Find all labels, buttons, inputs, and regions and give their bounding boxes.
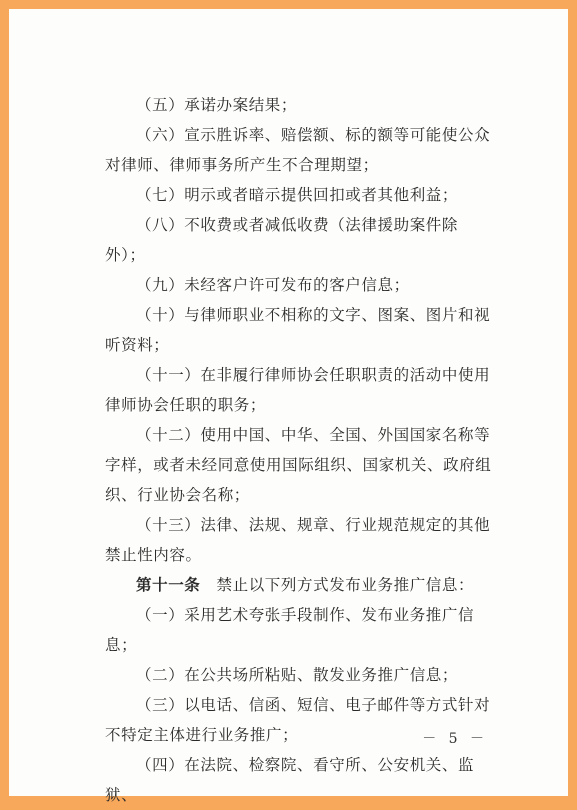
clause-7: （七）明示或者暗示提供回扣或者其他利益； [136, 186, 459, 204]
article-text: 禁止以下列方式发布业务推广信息： [200, 576, 475, 594]
clause-10: （十）与律师职业不相称的文字、图案、图片和视听资料； [105, 306, 491, 354]
document-page [9, 9, 568, 804]
item-4: （四）在法院、检察院、看守所、公安机关、监狱、 [105, 756, 475, 804]
clause-6: （六）宣示胜诉率、赔偿额、标的额等可能使公众对律师、律师事务所产生不合理期望； [105, 126, 491, 174]
clause-8: （八）不收费或者减低收费（法律援助案件除外）； [105, 216, 459, 264]
clause-13: （十三）法律、法规、规章、行业规范规定的其他禁止性内容。 [105, 516, 491, 564]
page-number: － 5 － [422, 731, 488, 747]
clause-9: （九）未经客户许可发布的客户信息； [136, 276, 410, 294]
clause-12: （十二）使用中国、中华、全国、外国国家名称等字样，或者未经同意使用国际组织、国家机关、政府组织、行业协会名称； [105, 426, 492, 504]
article-label: 第十一条 [136, 576, 201, 594]
clause-5: （五）承诺办案结果； [136, 96, 298, 114]
page-content [105, 90, 496, 810]
item-2: （二）在公共场所粘贴、散发业务推广信息； [136, 666, 459, 684]
article-11 [105, 570, 496, 600]
clause-11: （十一）在非履行律师协会任职职责的活动中使用律师协会任职的职务； [105, 366, 491, 414]
item-3: （三）以电话、信函、短信、电子邮件等方式针对不特定主体进行业务推广； [105, 696, 491, 744]
item-1: （一）采用艺术夸张手段制作、发布业务推广信息； [105, 606, 475, 654]
